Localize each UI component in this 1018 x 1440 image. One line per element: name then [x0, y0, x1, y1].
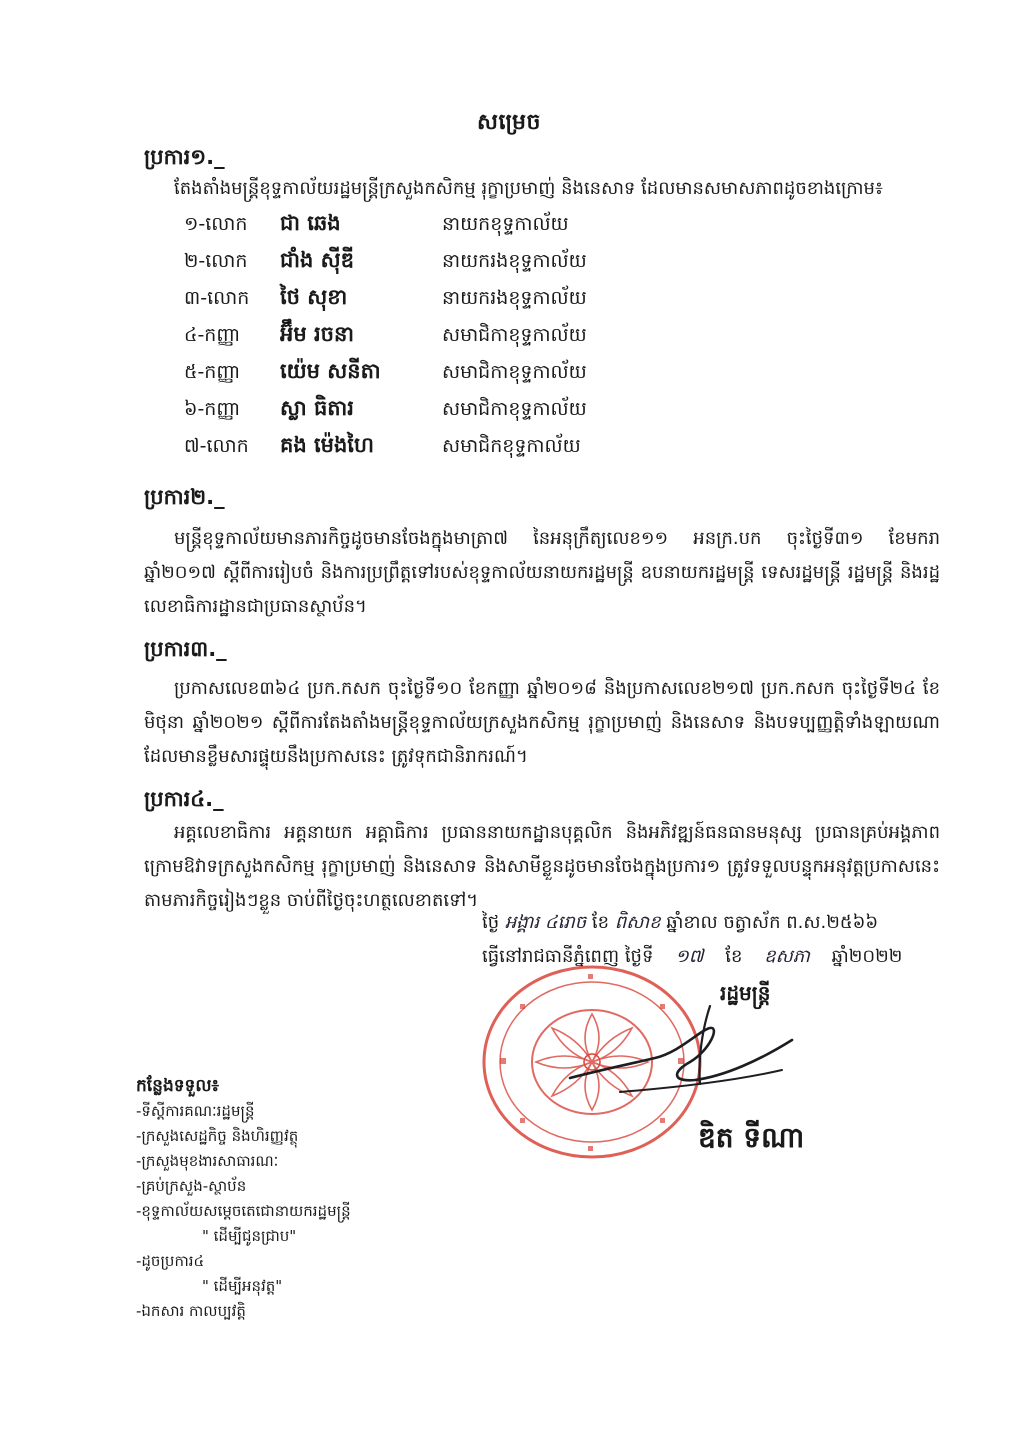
lunar-date-line	[482, 906, 902, 940]
lunar-month-handwritten: ពិសាខ	[614, 912, 661, 933]
recipient-note: " ដើម្បីជូនជ្រាប"	[202, 1227, 297, 1245]
member-row	[170, 393, 930, 430]
recipient-item: -ក្រសួងសេដ្ឋកិច្ច និងហិរញ្ញវត្ថុ	[136, 1127, 299, 1145]
signatory-title: រដ្ឋមន្ត្រី	[720, 981, 771, 1005]
member-role: សមាជិកខុទ្ទកាល័យ	[442, 435, 581, 457]
recipients-list	[136, 1074, 351, 1324]
recipient-item: -គ្រប់ក្រសួង-ស្ថាប័ន	[136, 1177, 247, 1195]
member-row	[170, 319, 930, 356]
recipient-note: " ដើម្បីអនុវត្ត"	[202, 1277, 283, 1295]
article-3-text	[144, 672, 940, 774]
article-3-heading: ប្រការ៣._	[144, 637, 227, 661]
lunar-date-prefix: ថ្ងៃ	[482, 912, 500, 933]
member-number: ១-លោក	[184, 213, 248, 235]
member-name: យ៉េម សនីតា	[280, 359, 381, 383]
solar-date-prefix: ធ្វើនៅរាជធានីភ្នំពេញ ថ្ងៃទី	[482, 946, 654, 967]
signature-icon	[560, 1000, 800, 1110]
article-1-heading: ប្រការ១._	[144, 145, 225, 169]
member-row	[170, 430, 930, 467]
article-4-body: អគ្គលេខាធិការ អគ្គនាយក អគ្គាធិការ ប្រធាននាយកដ្ឋានបុគ្គលិក និងអភិវឌ្ឍន៍ធនធានមនុស្ស ប្រធានគ្រប់អង្គភាពក្រោមឱវាទក្រសួងកសិកម្ម រុក្ខាប្រមាញ់ និងនេសាទ និងសាមីខ្លួនដូចមានចែងក្នុងប្រការ១ ត្រូវទទួលបន្ទុកអនុវត្តប្រកាសនេះ តាមភារកិច្ចរៀងៗខ្លួន ចាប់ពីថ្ងៃចុះហត្ថលេខាតទៅ។	[144, 822, 940, 911]
article-2-body: មន្ត្រីខុទ្ទកាល័យមានភារកិច្ចដូចមានចែងក្នុងមាត្រា៧ នៃអនុក្រឹត្យលេខ១១ អនក្រ.បក ចុះថ្ងៃទី៣១ ខែមករា ឆ្នាំ២០១៧ ស្តីពីការរៀបចំ និងការប្រព្រឹត្តទៅរបស់ខុទ្ទកាល័យនាយករដ្ឋមន្ត្រី ឧបនាយករដ្ឋមន្ត្រី ទេសរដ្ឋមន្ត្រី រដ្ឋមន្ត្រី និងរដ្ឋលេខាធិការដ្ឋានជាប្រធានស្ថាប័ន។	[144, 528, 940, 617]
article-1-intro	[144, 172, 940, 206]
member-name: ថៃ សុខា	[280, 285, 348, 309]
members-list	[170, 208, 930, 467]
article-3-body: ប្រកាសលេខ៣៦៤ ប្រក.កសក ចុះថ្ងៃទី១០ ខែកញ្ញា ឆ្នាំ២០១៨ និងប្រកាសលេខ២១៧ ប្រក.កសក ចុះថ្ងៃទី២៤ ខែមិថុនា ឆ្នាំ២០២១ ស្តីពីការតែងតាំងមន្ត្រីខុទ្ទកាល័យក្រសួងកសិកម្ម រុក្ខាប្រមាញ់ និងនេសាទ និងបទប្បញ្ញត្តិទាំងឡាយណាដែលមានខ្លឹមសារផ្ទុយនឹងប្រកាសនេះ ត្រូវទុកជានិរាករណ៍។	[144, 678, 940, 767]
member-number: ៤-កញ្ញា	[184, 324, 241, 346]
member-name: អ៊ឹម រចនា	[280, 322, 354, 346]
recipient-item: -ក្រសួងមុខងារសាធារណៈ	[136, 1152, 279, 1170]
recipient-item: -ខុទ្ទកាល័យសម្តេចតេជោនាយករដ្ឋមន្ត្រី	[136, 1202, 351, 1220]
article-2-heading: ប្រការ២._	[144, 485, 225, 509]
member-number: ៦-កញ្ញា	[184, 398, 241, 420]
member-role: នាយករងខុទ្ទកាល័យ	[442, 287, 587, 309]
member-role: នាយកខុទ្ទកាល័យ	[442, 213, 569, 235]
lunar-date-handwritten: អង្គារ ៤រោច	[504, 912, 587, 933]
recipient-item: -ឯកសារ កាលប្បវត្តិ	[136, 1302, 246, 1320]
article-4-text	[144, 816, 940, 918]
member-role: សមាជិកាខុទ្ទកាល័យ	[442, 398, 587, 420]
recipient-item: -ទីស្តីការគណៈរដ្ឋមន្ត្រី	[136, 1102, 255, 1120]
member-row	[170, 356, 930, 393]
solar-month-label: ខែ	[725, 946, 743, 967]
article-2-text	[144, 522, 940, 624]
document-title: សម្រេច	[477, 110, 541, 135]
member-role: សមាជិកាខុទ្ទកាល័យ	[442, 324, 587, 346]
member-name: ជាំង ស៊ីឌី	[280, 248, 354, 272]
member-role: សមាជិកាខុទ្ទកាល័យ	[442, 361, 587, 383]
lunar-year: ឆ្នាំខាល ចត្វាស័ក ព.ស.២៥៦៦	[666, 912, 879, 933]
member-role: នាយករងខុទ្ទកាល័យ	[442, 250, 587, 272]
member-number: ៣-លោក	[184, 287, 250, 309]
member-row	[170, 245, 930, 282]
member-number: ២-លោក	[184, 250, 248, 272]
lunar-month-label: ខែ	[591, 912, 610, 933]
member-row	[170, 282, 930, 319]
member-name: ស្លា ធិតារ	[280, 396, 354, 420]
solar-month-handwritten: ឧសភា	[764, 946, 810, 967]
solar-day-handwritten: ១៧	[675, 946, 704, 967]
member-name: គង ម៉េងហៃ	[280, 433, 374, 457]
member-number: ៥-កញ្ញា	[184, 361, 241, 383]
member-number: ៧-លោក	[184, 435, 249, 457]
article-1-intro-text: តែងតាំងមន្ត្រីខុទ្ទកាល័យរដ្ឋមន្ត្រីក្រសួងកសិកម្ម រុក្ខាប្រមាញ់ និងនេសាទ ដែលមានសមាសភាពដូចខាងក្រោម៖	[174, 178, 883, 199]
recipient-item: -ដូចប្រការ៤	[136, 1252, 205, 1270]
recipients-heading: កន្លែងទទួល៖	[136, 1076, 220, 1096]
article-4-heading: ប្រការ៤._	[144, 787, 224, 811]
member-row	[170, 208, 930, 245]
solar-year: ឆ្នាំ២០២២	[831, 946, 903, 967]
signatory-name: ឌិត ទីណា	[698, 1121, 805, 1154]
member-name: ជា ឆេង	[280, 211, 341, 235]
